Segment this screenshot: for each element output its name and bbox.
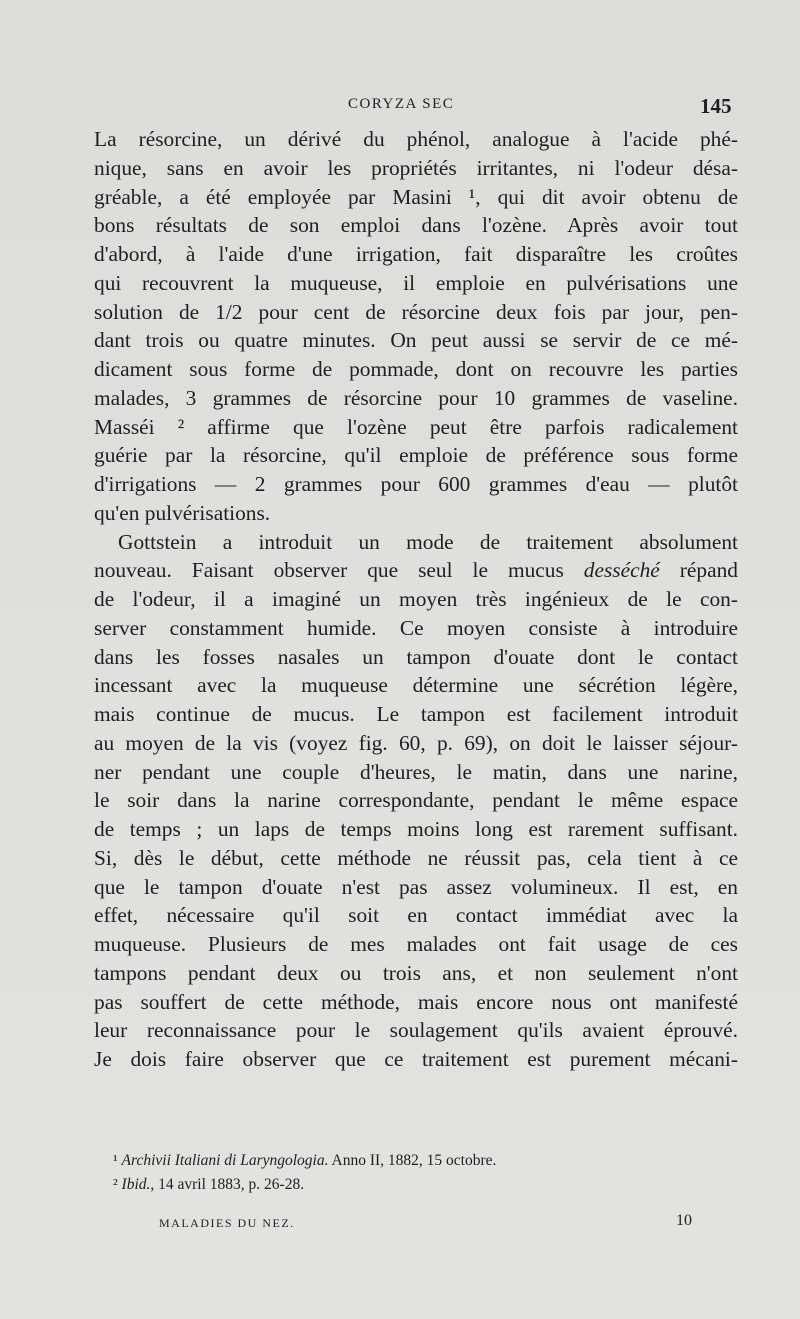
text-line: Je dois faire observer que ce traitement est purement mécani- [94, 1047, 738, 1071]
text-line: solution de 1/2 pour cent de résorcine deux fois par jour, pen- [94, 299, 738, 324]
text-line: bons résultats de son emploi dans l'ozène. Après avoir tout [94, 213, 738, 238]
sheet-number: 10 [676, 1212, 692, 1229]
text-line: qu'en pulvérisations. [94, 500, 271, 525]
page-footer [0, 1212, 800, 1234]
text-line: pas souffert de cette méthode, mais encore nous ont manifesté [94, 989, 738, 1014]
text-line: que le tampon d'ouate n'est pas assez volumineux. Il est, en [94, 874, 738, 899]
text-line: mais continue de mucus. Le tampon est facilement introduit [94, 702, 738, 726]
text-line: muqueuse. Plusieurs de mes malades ont fait usage de ces [94, 932, 738, 956]
text-line: La résorcine, un dérivé du phénol, analogue à l'acide phé- [94, 127, 738, 151]
text-line: nouveau. Faisant observer que seul le mucus desséché répand [94, 558, 738, 583]
running-title: CORYZA SEC [348, 96, 455, 112]
body-text [94, 125, 738, 1074]
signature-mark: MALADIES DU NEZ. [159, 1216, 295, 1230]
text-line: gréable, a été employée par Masini ¹, qui dit avoir obtenu de [94, 184, 738, 209]
text-line: nique, sans en avoir les propriétés irritantes, ni l'odeur désa- [94, 155, 738, 180]
page-header [0, 94, 800, 118]
text-line: dant trois ou quatre minutes. On peut aussi se servir de ce mé- [94, 328, 738, 353]
text-line: ner pendant une couple d'heures, le matin, dans une narine, [94, 759, 738, 784]
text-line: effet, nécessaire qu'il soit en contact immédiat avec la [94, 903, 738, 928]
text-line: incessant avec la muqueuse détermine une sécrétion légère, [94, 673, 738, 698]
footnote: ² Ibid., 14 avril 1883, p. 26-28. [113, 1176, 305, 1193]
text-line: tampons pendant deux ou trois ans, et non seulement n'ont [94, 960, 738, 985]
text-line: Si, dès le début, cette méthode ne réussit pas, cela tient à ce [94, 845, 738, 870]
text-line: le soir dans la narine correspondante, pendant le même espace [94, 788, 738, 813]
text-line: leur reconnaissance pour le soulagement qu'ils avaient éprouvé. [94, 1018, 738, 1043]
text-line: Gottstein a introduit un mode de traitement absolument [118, 529, 738, 554]
text-line: qui recouvrent la muqueuse, il emploie en pulvérisations une [94, 270, 738, 295]
text-line: d'abord, à l'aide d'une irrigation, fait disparaître les croûtes [94, 242, 738, 266]
footnotes [113, 1149, 733, 1197]
text-line: d'irrigations — 2 grammes pour 600 grammes d'eau — plutôt [94, 472, 738, 496]
text-line: dicament sous forme de pommade, dont on recouvre les parties [94, 357, 738, 381]
text-line: malades, 3 grammes de résorcine pour 10 grammes de vaseline. [94, 385, 738, 410]
text-line: guérie par la résorcine, qu'il emploie de préférence sous forme [94, 443, 738, 468]
page-number: 145 [700, 94, 732, 118]
text-line: de temps ; un laps de temps moins long est rarement suffisant. [94, 817, 738, 841]
text-line: dans les fosses nasales un tampon d'ouate dont le contact [94, 644, 738, 669]
text-line: au moyen de la vis (voyez fig. 60, p. 69), on doit le laisser séjour- [94, 730, 738, 755]
text-line: Masséi ² affirme que l'ozène peut être parfois radicalement [94, 414, 738, 439]
footnote: ¹ Archivii Italiani di Laryngologia. Anno II, 1882, 15 octobre. [113, 1152, 497, 1169]
text-line: de l'odeur, il a imaginé un moyen très ingénieux de le con- [94, 587, 738, 611]
text-line: server constamment humide. Ce moyen consiste à introduire [94, 615, 738, 640]
